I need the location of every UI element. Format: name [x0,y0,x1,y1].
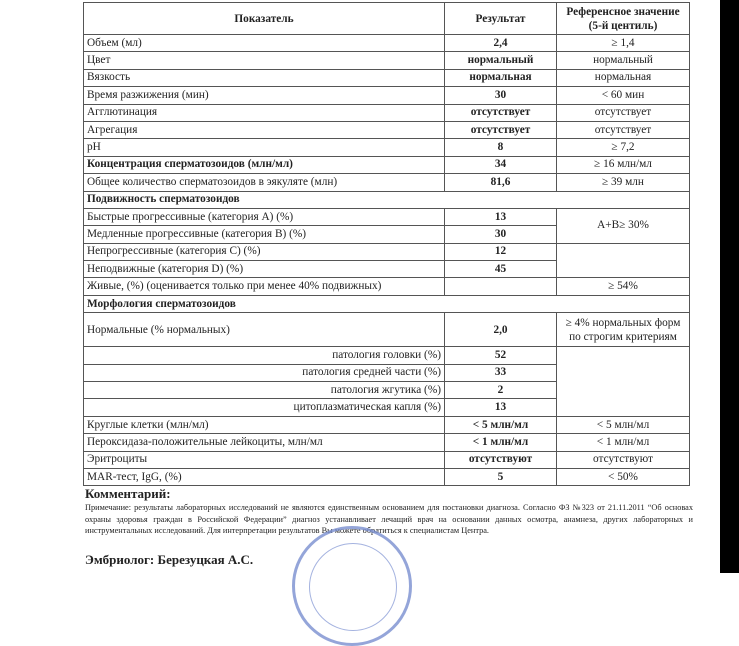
result-cell: 33 [445,364,557,381]
indicator-cell: Время разжижения (мин) [84,87,445,104]
table-row [84,208,690,225]
comment-text: Примечание: результаты лабораторных исследований не являются единственным основанием для постановки диагноза. Согласно ФЗ №323 от 21.11.2011 “Об основах охраны здоровья граждан в Российской Федерации” диагноз устанавливает лечащий врач на основании данных осмотра, анамнеза, других лабораторных и инструментальных исследований. Для интерпретации результатов Вы можете обратиться к специалистам Центра. [85,503,693,535]
reference-cell: нормальный [557,52,690,69]
indicator-cell: патология головки (%) [84,347,445,364]
indicator-cell: Пероксидаза-положительные лейкоциты, млн/мл [84,434,445,451]
table-row [84,313,690,347]
signer: Эмбриолог: Березуцкая А.С. [85,552,254,567]
indicator-cell: Агрегация [84,121,445,138]
stamp-inner-ring [309,543,397,631]
reference-cell: ≥ 7,2 [557,139,690,156]
header-reference: Референсное значение (5-й центиль) [557,3,690,35]
reference-cell: ≥ 39 млн [557,174,690,191]
table-row [84,416,690,433]
indicator-cell: Вязкость [84,69,445,86]
table-row [84,434,690,451]
result-cell: 34 [445,156,557,173]
indicator-cell: Быстрые прогрессивные (категория A) (%) [84,208,445,225]
result-cell: 2,0 [445,313,557,347]
table-header [84,3,690,35]
indicator-cell: Концентрация сперматозоидов (млн/мл) [84,156,445,173]
result-cell: 45 [445,261,557,278]
reference-cell: отсутствует [557,104,690,121]
result-cell: 30 [445,226,557,243]
indicator-cell: pH [84,139,445,156]
result-cell: < 1 млн/мл [445,434,557,451]
result-cell: 13 [445,208,557,225]
results-table [83,2,690,486]
reference-cell: < 50% [557,468,690,485]
result-cell: отсутствуют [445,451,557,468]
table-row [84,243,690,260]
screen-edge [720,0,739,573]
table-row [84,139,690,156]
comment-title: Комментарий: [85,486,171,501]
reference-cell: ≥ 54% [557,278,690,295]
reference-cell: ≥ 16 млн/мл [557,156,690,173]
reference-cell [557,243,690,278]
result-cell: 52 [445,347,557,364]
table-row [84,87,690,104]
reference-cell: отсутствуют [557,451,690,468]
indicator-cell: Эритроциты [84,451,445,468]
indicator-cell: патология жгутика (%) [84,382,445,399]
indicator-cell: Объем (мл) [84,35,445,52]
reference-cell: < 5 млн/мл [557,416,690,433]
result-cell: 13 [445,399,557,416]
result-cell: 30 [445,87,557,104]
reference-cell: ≥ 1,4 [557,35,690,52]
table-row [84,278,690,295]
table-row [84,174,690,191]
table-row [84,121,690,138]
result-cell: 8 [445,139,557,156]
reference-cell: нормальная [557,69,690,86]
result-cell [445,278,557,295]
reference-cell: < 60 мин [557,87,690,104]
indicator-cell: Общее количество сперматозоидов в эякуляте (млн) [84,174,445,191]
table-row [84,451,690,468]
header-result: Результат [445,3,557,35]
table-row [84,104,690,121]
indicator-cell: цитоплазматическая капля (%) [84,399,445,416]
table-row [84,69,690,86]
reference-cell: < 1 млн/мл [557,434,690,451]
result-cell: отсутствует [445,104,557,121]
table-row [84,35,690,52]
result-cell: 12 [445,243,557,260]
result-cell: 2 [445,382,557,399]
indicator-cell: Цвет [84,52,445,69]
result-cell: < 5 млн/мл [445,416,557,433]
indicator-cell: Нормальные (% нормальных) [84,313,445,347]
reference-cell: A+B≥ 30% [557,208,690,243]
header-indicator: Показатель [84,3,445,35]
result-cell: нормальная [445,69,557,86]
table-row [84,347,690,364]
reference-cell [557,347,690,417]
indicator-cell: Неподвижные (категория D) (%) [84,261,445,278]
indicator-cell: MAR-тест, IgG, (%) [84,468,445,485]
indicator-cell: Непрогрессивные (категория C) (%) [84,243,445,260]
reference-cell: отсутствует [557,121,690,138]
section-title: Подвижность сперматозоидов [84,191,690,208]
indicator-cell: патология средней части (%) [84,364,445,381]
result-cell: отсутствует [445,121,557,138]
result-cell: 5 [445,468,557,485]
indicator-cell: Медленные прогрессивные (категория B) (%) [84,226,445,243]
indicator-cell: Живые, (%) (оценивается только при менее 40% подвижных) [84,278,445,295]
result-cell: 81,6 [445,174,557,191]
table-row [84,191,690,208]
result-cell: 2,4 [445,35,557,52]
indicator-cell: Агглютинация [84,104,445,121]
table-row [84,468,690,485]
table-row [84,52,690,69]
reference-cell: ≥ 4% нормальных форм по строгим критериям [557,313,690,347]
section-title: Морфология сперматозоидов [84,295,690,312]
indicator-cell: Круглые клетки (млн/мл) [84,416,445,433]
table-row [84,156,690,173]
table-row [84,295,690,312]
stamp-image [292,526,412,646]
result-cell: нормальный [445,52,557,69]
